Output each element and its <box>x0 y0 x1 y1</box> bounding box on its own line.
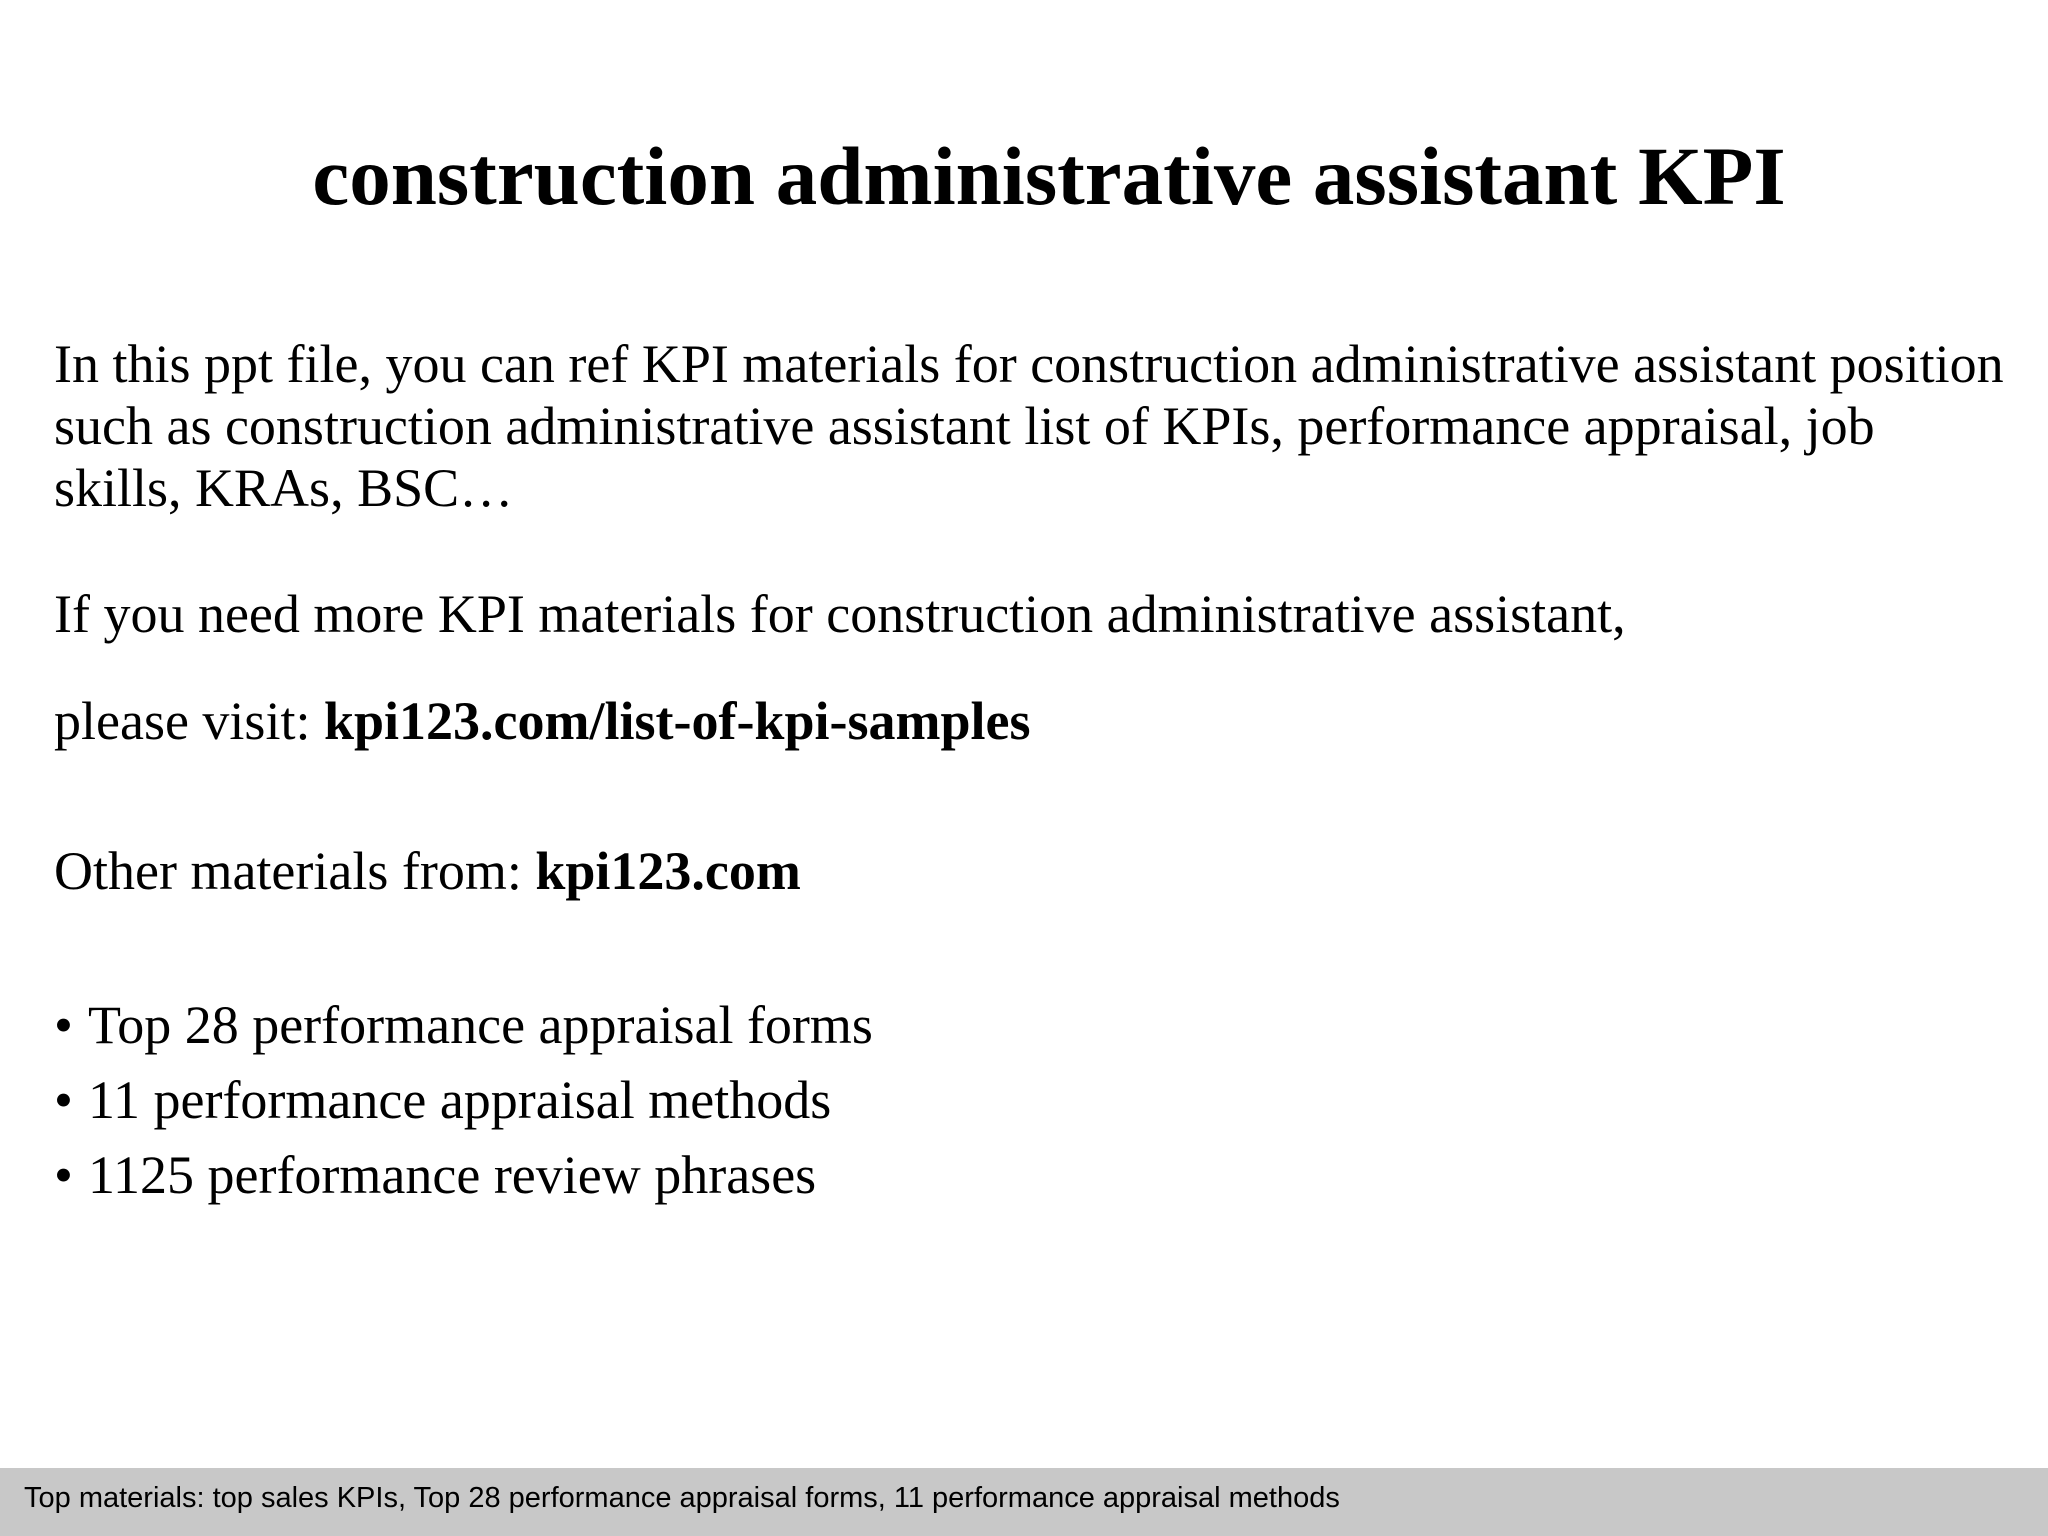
bullet-icon: • <box>54 1145 73 1205</box>
intro-paragraph: In this ppt file, you can ref KPI materials for construction administrative assistant position such as construction administrative assistant list of KPIs, performance appraisal, job skills, KRAs, BSC… <box>54 334 2004 518</box>
list-item <box>54 1138 873 1213</box>
materials-list <box>54 988 873 1213</box>
list-item <box>54 1063 873 1138</box>
footer-bar: Top materials: top sales KPIs, Top 28 performance appraisal forms, 11 performance appraisal methods <box>0 1468 2048 1536</box>
kpi-samples-link[interactable]: kpi123.com/list-of-kpi-samples <box>323 691 1031 751</box>
list-item-label: 11 performance appraisal methods <box>88 1070 832 1130</box>
list-item-label: Top 28 performance appraisal forms <box>88 995 873 1055</box>
slide-title: construction administrative assistant KPI <box>312 130 1786 222</box>
bullet-icon: • <box>54 1070 73 1130</box>
list-item <box>54 988 873 1063</box>
need-more-text: If you need more KPI materials for construction administrative assistant, <box>54 584 1626 644</box>
kpi123-link[interactable]: kpi123.com <box>535 841 801 901</box>
visit-line <box>54 690 2004 752</box>
other-materials-line <box>54 840 2004 902</box>
visit-prefix: please visit: <box>54 691 324 751</box>
list-item-label: 1125 performance review phrases <box>88 1145 817 1205</box>
bullet-icon: • <box>54 995 73 1055</box>
other-prefix: Other materials from: <box>54 841 536 901</box>
